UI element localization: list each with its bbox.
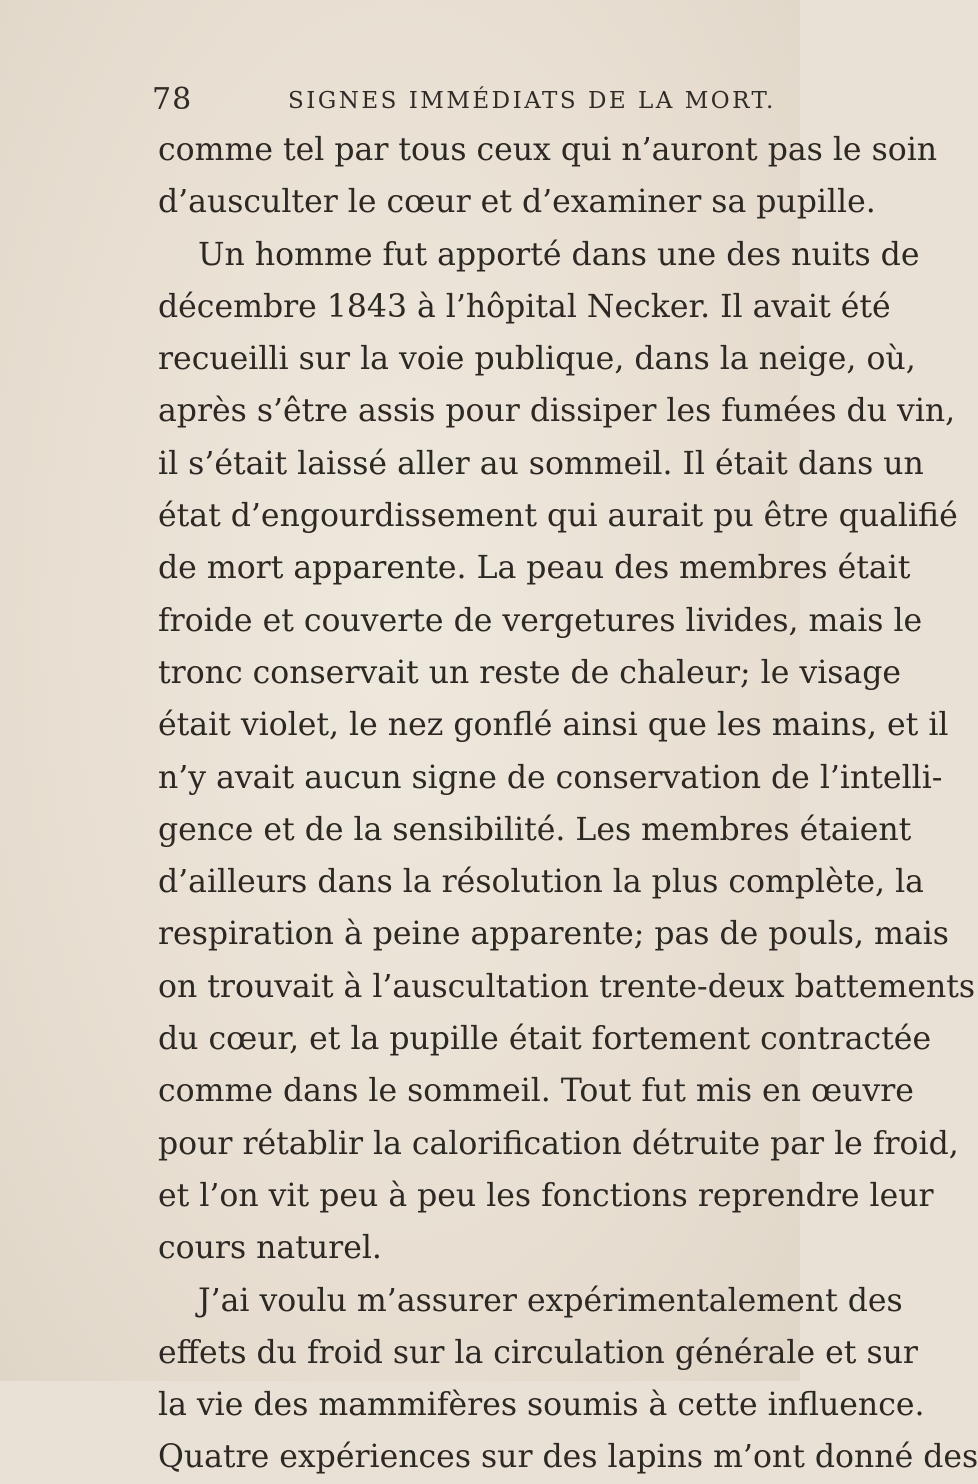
text-line: respiration à peine apparente; pas de pouls, mais xyxy=(158,916,949,953)
text-line: comme dans le sommeil. Tout fut mis en œuvre xyxy=(158,1073,914,1110)
text-line: d’ausculter le cœur et d’examiner sa pupille. xyxy=(158,184,876,221)
text-line: on trouvait à l’auscultation trente-deux battements xyxy=(158,968,976,1005)
text-line: tronc conservait un reste de chaleur; le visage xyxy=(158,654,902,691)
text-line: d’ailleurs dans la résolution la plus complète, la xyxy=(158,864,924,901)
text-line: du cœur, et la pupille était fortement contractée xyxy=(158,1021,932,1058)
text-line: comme tel par tous ceux qui n’auront pas le soin xyxy=(158,132,938,168)
running-head: SIGNES IMMÉDIATS DE LA MORT. xyxy=(288,88,776,114)
text-line: après s’être assis pour dissiper les fumées du vin, xyxy=(158,393,956,430)
text-line: Quatre expériences sur des lapins m’ont donné des xyxy=(158,1439,978,1476)
text-line: Un homme fut apporté dans une des nuits de xyxy=(198,236,920,273)
text-line: recueilli sur la voie publique, dans la neige, où, xyxy=(158,341,916,378)
text-line: était violet, le nez gonflé ainsi que les mains, et il xyxy=(158,707,949,744)
text-line: gence et de la sensibilité. Les membres étaient xyxy=(158,811,912,848)
page-header xyxy=(152,80,776,120)
text-line: cours naturel. xyxy=(158,1230,382,1267)
text-line: état d’engourdissement qui aurait pu être qualifié xyxy=(158,498,958,535)
body-text xyxy=(158,124,978,1484)
text-line: la vie des mammifères soumis à cette influence. xyxy=(158,1387,925,1424)
text-line: J’ai voulu m’assurer expérimentalement des xyxy=(198,1282,903,1319)
text-line: et l’on vit peu à peu les fonctions reprendre leur xyxy=(158,1177,934,1214)
text-line: pour rétablir la calorification détruite par le froid, xyxy=(158,1125,959,1162)
text-line: de mort apparente. La peau des membres était xyxy=(158,550,911,587)
text-line: n’y avait aucun signe de conservation de l’intelli- xyxy=(158,759,943,796)
page-number: 78 xyxy=(152,82,193,117)
text-line: décembre 1843 à l’hôpital Necker. Il avait été xyxy=(158,288,891,325)
text-line: effets du froid sur la circulation générale et sur xyxy=(158,1334,918,1371)
text-line: froide et couverte de vergetures livides, mais le xyxy=(158,602,923,639)
text-line: il s’était laissé aller au sommeil. Il était dans un xyxy=(158,445,924,482)
